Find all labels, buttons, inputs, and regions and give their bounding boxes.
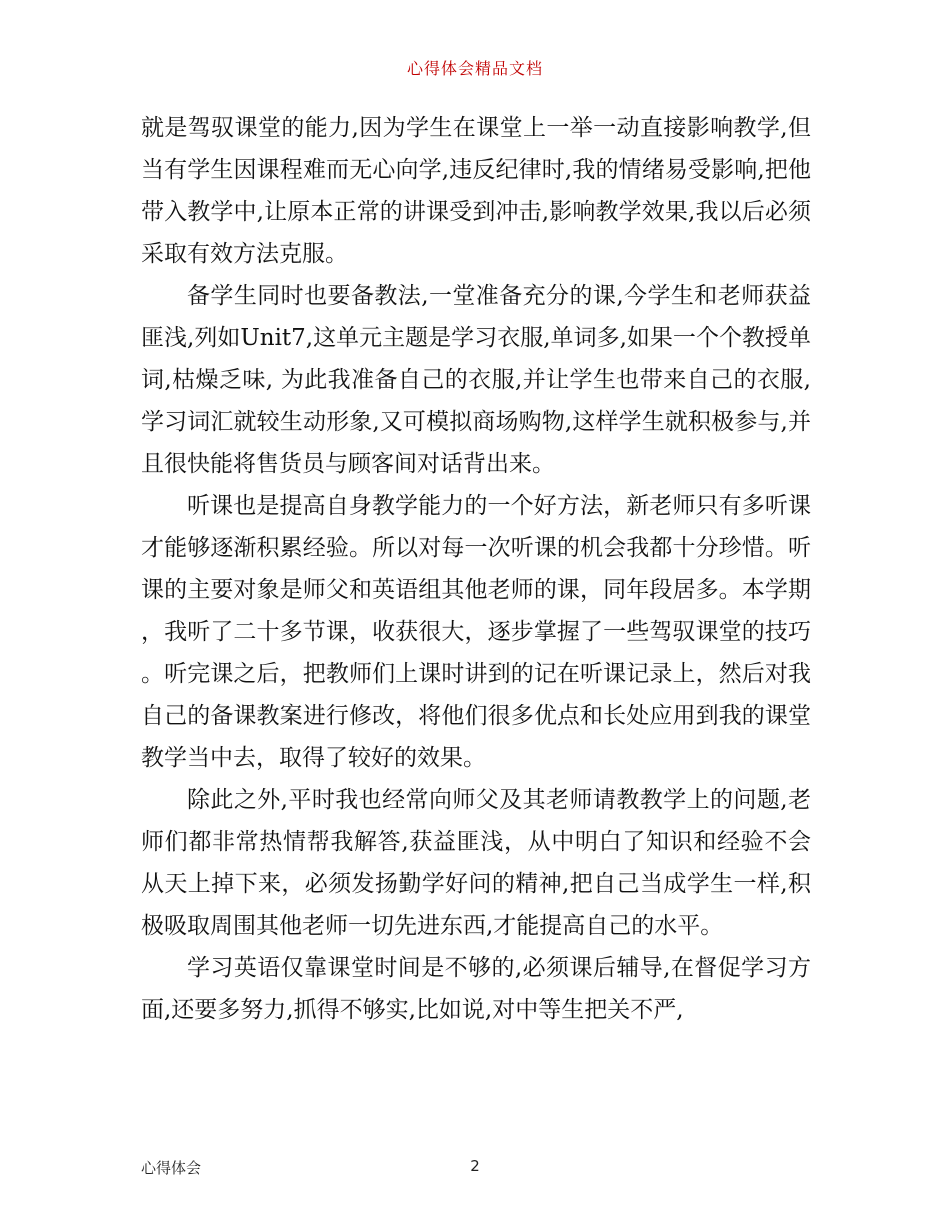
paragraph-1: 就是驾驭课堂的能力,因为学生在课堂上一举一动直接影响教学,但当有学生因课程难而无心向学,违反纪律时,我的情绪易受影响,把他带入教学中,让原本正常的讲课受到冲击,影响教学效果,我以后必须采取有效方法克服。	[141, 115, 811, 267]
page-header-title: 心得体会精品文档	[406, 59, 543, 78]
paragraph-2: 备学生同时也要备教法,一堂准备充分的课,今学生和老师获益匪浅,列如Unit7,这单元主题是学习衣服,单词多,如果一个个教授单词,枯燥乏味, 为此我准备自己的衣服,并让学生也带来自己的衣服,学习词汇就较生动形象,又可模拟商场购物,这样学生就积极参与,并且很快能将售货员与顾客间对话背出来。	[141, 283, 811, 477]
footer-label: 心得体会	[141, 1159, 202, 1177]
paragraph-5: 学习英语仅靠课堂时间是不够的,必须课后辅导,在督促学习方面,还要多努力,抓得不够实,比如说,对中等生把关不严,	[141, 955, 811, 1023]
paragraph-4: 除此之外,平时我也经常向师父及其老师请教教学上的问题,老师们都非常热情帮我解答,获益匪浅，从中明白了知识和经验不会从天上掉下来，必须发扬勤学好问的精神,把自己当成学生一样,积极吸取周围其他老师一切先进东西,才能提高自己的水平。	[141, 787, 811, 939]
document-body	[141, 107, 811, 1031]
page-number: 2	[470, 1157, 480, 1175]
paragraph-3: 听课也是提高自身教学能力的一个好方法，新老师只有多听课才能够逐渐积累经验。所以对每一次听课的机会我都十分珍惜。听课的主要对象是师父和英语组其他老师的课，同年段居多。本学期，我听了二十多节课，收获很大，逐步掌握了一些驾驭课堂的技巧。听完课之后，把教师们上课时讲到的记在听课记录上，然后对我自己的备课教案进行修改，将他们很多优点和长处应用到我的课堂教学当中去，取得了较好的效果。	[141, 493, 811, 771]
